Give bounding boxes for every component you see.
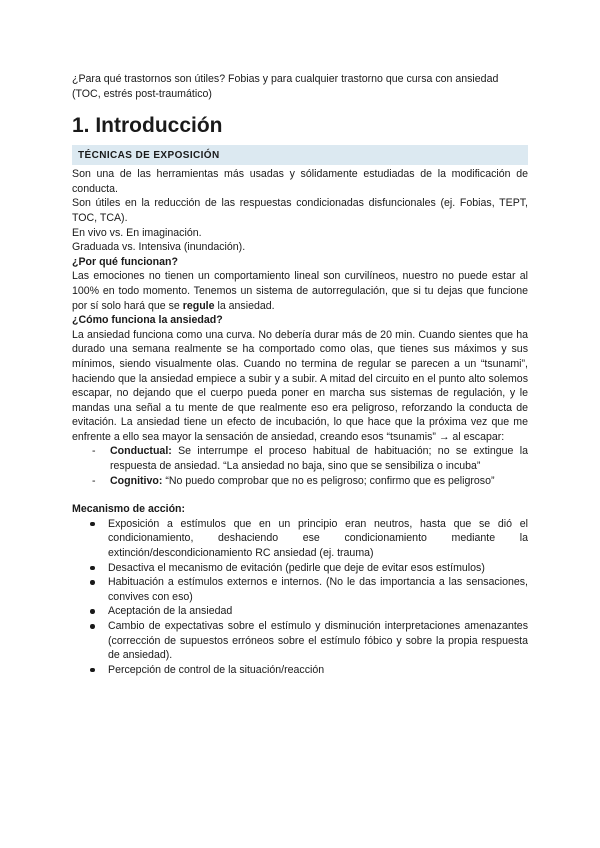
document-content xyxy=(72,72,528,677)
section-banner: TÉCNICAS DE EXPOSICIÓN xyxy=(72,145,528,165)
bullet-icon xyxy=(90,668,95,673)
why-bold-word: regule xyxy=(182,299,215,312)
bullet-icon xyxy=(90,609,95,614)
paragraph-4: Graduada vs. Intensiva (inundación). xyxy=(72,241,246,254)
bullet-icon xyxy=(90,566,95,571)
dash-item-conductual xyxy=(92,444,528,473)
bullet-icon xyxy=(90,624,95,629)
dash-item-cognitivo xyxy=(92,474,528,489)
section-heading: 1. Introducción xyxy=(72,114,223,138)
why-heading: ¿Por qué funcionan? xyxy=(72,255,178,268)
mechanism-item xyxy=(86,561,528,576)
how-paragraph: La ansiedad funciona como una curva. No debería durar más de 20 min. Cuando sientes que ha durado una semana realmente se ha comportado como olas, que tienes sus máximos y sus mínimos, siendo visualmente olas. Cuando no termina de regular se parecen a un “tsunami”, haciendo que la ansiedad empiece a subir y a subir. A mitad del circuito en el punto alto solemos escapar, no dejando que el cuerpo pueda poner en marcha sus sistemas de regulación, y le mandas una señal a tu mente de que realmente eso era peligroso, reforzando la conducta de evitación. La ansiedad tiene un efecto de incubación, lo que hace que la próxima vez que me enfrente a ello sea mayor la sensación de ansiedad, creando esos “tsunamis” → al escapar: xyxy=(72,328,528,443)
mechanism-item-text: Exposición a estímulos que en un principio eran neutros, hasta que se dió el condicionamiento, deshaciendo ese condicionamiento mediante la extinción/descondicionamiento RC ansiedad (ej. trauma) xyxy=(108,517,528,560)
dash-item-label: Cognitivo: xyxy=(110,474,163,487)
dash-marker: - xyxy=(92,445,96,458)
why-text-after: la ansiedad. xyxy=(214,299,275,312)
bullet-icon xyxy=(90,522,95,527)
dash-item-label: Conductual: xyxy=(110,445,172,458)
mechanism-item-text: Percepción de control de la situación/reacción xyxy=(108,663,325,676)
mechanism-item-text: Desactiva el mecanismo de evitación (pedirle que deje de evitar esos estímulos) xyxy=(108,561,485,574)
why-paragraph xyxy=(72,269,528,313)
mechanism-item xyxy=(86,604,528,619)
bullet-icon xyxy=(90,580,95,585)
paragraph-1: Son una de las herramientas más usadas y sólidamente estudiadas de la modificación de conducta. xyxy=(72,168,528,195)
dash-list xyxy=(72,444,528,488)
dash-item-text: Se interrumpe el proceso habitual de habituación; no se extingue la respuesta de ansiedad. “La ansiedad no baja, sino que se sensibiliza o incuba” xyxy=(110,445,528,473)
how-heading: ¿Cómo funciona la ansiedad? xyxy=(72,314,223,327)
why-text-before: Las emociones no tienen un comportamiento lineal son curvilíneos, nuestro no puede estar al 100% en todo momento. Tenemos un sistema de autorregulación, que si tu dejas que funcione por sí solo hará que se xyxy=(72,270,528,312)
mechanism-item-text: Aceptación de la ansiedad xyxy=(108,605,233,618)
mechanism-heading: Mecanismo de acción: xyxy=(72,503,186,516)
intro-question: ¿Para qué trastornos son útiles? Fobias y para cualquier trastorno que cursa con ansiedad (TOC, estrés post-traumático) xyxy=(72,73,499,100)
dash-marker: - xyxy=(92,474,96,487)
dash-item-text: “No puedo comprobar que no es peligroso; confirmo que es peligroso” xyxy=(162,474,495,487)
paragraph-2: Son útiles en la reducción de las respuestas condicionadas disfuncionales (ej. Fobias, TEPT, TOC, TCA). xyxy=(72,197,528,224)
mechanism-item xyxy=(86,663,528,678)
paragraph-3: En vivo vs. En imaginación. xyxy=(72,226,202,239)
mechanism-item-text: Habituación a estímulos externos e internos. (No le das importancia a las sensaciones, convives con eso) xyxy=(108,576,528,603)
mechanism-list xyxy=(72,517,528,678)
mechanism-item xyxy=(86,619,528,663)
mechanism-item xyxy=(86,517,528,561)
mechanism-item-text: Cambio de expectativas sobre el estímulo y disminución interpretaciones amenazantes (corrección de supuestos erróneos sobre el estímulo fóbico y sobre la propia respuesta de ansiedad). xyxy=(108,620,528,662)
mechanism-item xyxy=(86,575,528,604)
